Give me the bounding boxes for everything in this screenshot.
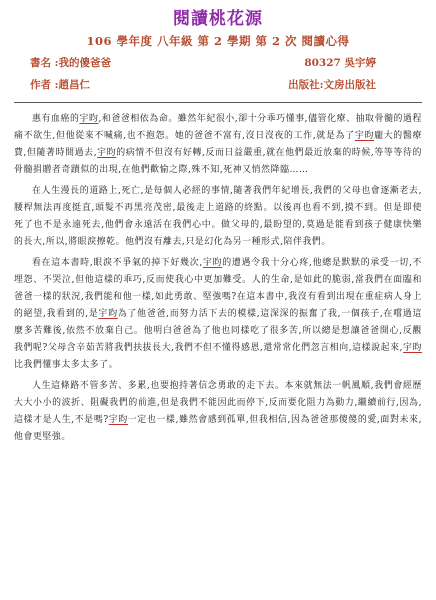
- text-segment: 在人生漫長的道路上,死亡,是每個人必經的事情,隨著我們年紀增長,我們的父母也會逐漸老去,腰桿無法再度挺直,頭髮不再黑亮茂密,最後走上道路的終點。以後再也看不到,摸不到。但是即使死了也不是永遠死去,他們會永遠活在我們心中。做父母的,最盼望的,莫過是能看到孩子健康快樂的長大,所以,將眼淚擦乾。他們沒有離去,只是幻化為另一種形式,陪伴我們。: [14, 186, 422, 247]
- name-highlight: 宇昀: [354, 131, 375, 141]
- paragraph-4: [14, 378, 422, 446]
- page-title: 閱讀桃花源: [173, 9, 263, 29]
- page-subtitle: 106 學年度 八年級 第 2 學期 第 2 次 閱讀心得: [86, 34, 350, 48]
- text-segment: 龐大的醫療費,但隨著時間過去,: [14, 131, 422, 158]
- author-info-row: [14, 74, 422, 96]
- student-id-name: 80327 吳宇婷: [304, 57, 376, 69]
- text-segment: ,和爸爸相依為命。雖然年紀很小,卻十分乖巧懂事,儘管化療、抽取骨髓的過程痛不欲生,但他從來不喊痛,也不抱怨。她的爸爸不富有,沒日沒夜的工作,就是為了: [14, 114, 423, 141]
- book-info-row: [14, 52, 422, 74]
- text-segment: 比我們懂事太多太多了。: [14, 360, 119, 370]
- paragraph-1: [14, 111, 422, 179]
- paragraph-3: [14, 255, 422, 374]
- book-publisher: 出版社:文房出版社: [288, 79, 376, 91]
- name-highlight: 宇昀: [98, 309, 118, 319]
- book-author: 作者 :趙昌仁: [30, 79, 91, 91]
- text-segment: 惠有血癌的: [32, 114, 80, 124]
- name-highlight: 宇昀: [79, 114, 99, 124]
- text-segment: 的遭遇令我十分心疼,他總是默默的承受一切,不埋怨、不哭泣,但他這樣的乖巧,反而使我心中更加難受。人的生命,是如此的脆弱,當我們在面臨和爸爸一樣的狀況,我們能和他一樣,如此勇敢、堅強嗎?在這本書中,我沒有看到出現在重症病人身上的絕望,我看到的,是: [14, 258, 422, 319]
- name-highlight: 宇昀: [108, 415, 128, 425]
- text-segment: 看在這本書時,眼淚不爭氣的掉下好幾次,: [32, 258, 203, 268]
- text-segment: 人生這條路不管多苦、多累,也要抱持著信念勇敢的走下去。本來就無法一帆風順,我們會經歷大大小小的波折、阻礙我們的前進,但是我們不能因此而停下,反而要化阻力為動力,繼續前行,因為,這樣才是人生,不是嗎?: [14, 381, 422, 425]
- name-highlight: 宇昀: [97, 148, 117, 158]
- text-segment: 為了他爸爸,而努力活下去的模樣,這深深的振奮了我,一個孩子,在嚐過這麼多苦難後,依然不放棄自己。他明白爸爸為了他也同樣吃了很多苦,所以總是想讓爸爸開心,反觀我們呢?父母含辛茹苦將我們扶拔長大,我們不但不懂得感恩,還常常化們忽言相向,這樣說起來,: [14, 309, 422, 353]
- name-highlight: 宇昀: [403, 343, 422, 353]
- header-divider: [14, 102, 422, 103]
- text-segment: 的病情不但沒有好轉,反而日益嚴重,就在他們最近放棄的時候,等等等待的骨髓捐贈者奇蹟似的出現,在他們歡愉之際,殊不知,死神又悄然降臨……: [14, 148, 422, 175]
- book-title: 書名 :我的傻爸爸: [30, 57, 112, 69]
- name-highlight: 宇昀: [202, 258, 223, 268]
- text-segment: 一定也一樣,雖然會感到孤單,但我相信,因為爸爸那傻傻的愛,面對未來,他會更堅強。: [14, 415, 422, 442]
- paragraph-2: [14, 183, 422, 251]
- essay-body: [14, 111, 422, 446]
